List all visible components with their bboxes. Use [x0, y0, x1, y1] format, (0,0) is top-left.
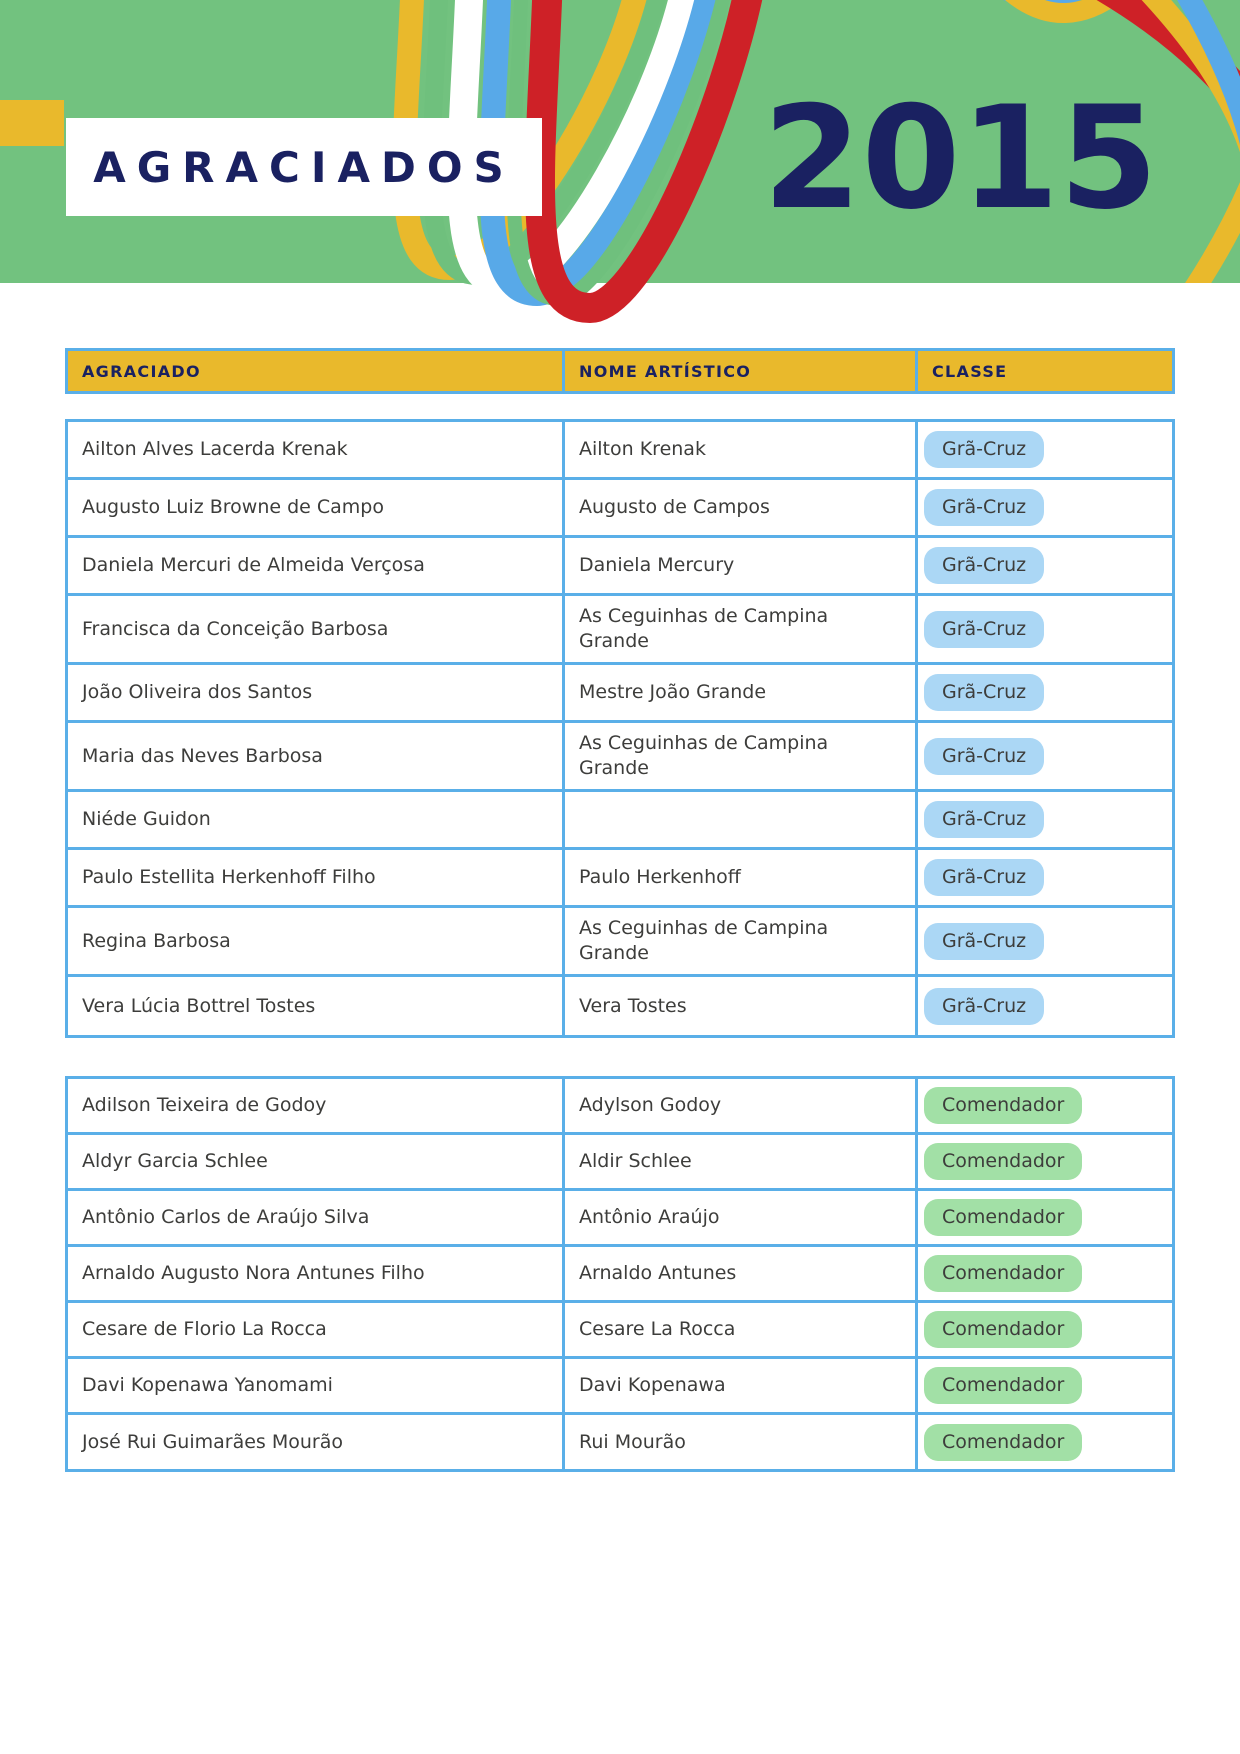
cell-nome-artistico: Vera Tostes	[565, 977, 918, 1035]
cell-nome-artistico: Rui Mourão	[565, 1415, 918, 1469]
cell-classe	[918, 480, 1172, 538]
page-title: AGRACIADOS	[93, 142, 515, 192]
cell-classe	[918, 908, 1172, 977]
class-badge: Comendador	[924, 1424, 1082, 1461]
cell-nome-artistico: Antônio Araújo	[565, 1191, 918, 1247]
cell-classe	[918, 1191, 1172, 1247]
class-badge: Comendador	[924, 1087, 1082, 1124]
gra-cruz-table	[65, 419, 1175, 1038]
cell-classe	[918, 422, 1172, 480]
class-badge: Comendador	[924, 1311, 1082, 1348]
class-badge: Comendador	[924, 1199, 1082, 1236]
title-box	[66, 118, 542, 216]
cell-nome-artistico: Aldir Schlee	[565, 1135, 918, 1191]
cell-classe	[918, 538, 1172, 596]
column-header-classe: CLASSE	[918, 351, 1172, 391]
cell-nome-artistico	[565, 792, 918, 850]
class-badge: Grã-Cruz	[924, 923, 1044, 960]
column-header-row	[65, 348, 1175, 394]
year-label: 2015	[762, 76, 1158, 241]
class-badge: Comendador	[924, 1255, 1082, 1292]
cell-nome-artistico: Ailton Krenak	[565, 422, 918, 480]
cell-agraciado: Niéde Guidon	[68, 792, 565, 850]
comendador-table	[65, 1076, 1175, 1472]
cell-classe	[918, 1359, 1172, 1415]
cell-agraciado: Paulo Estellita Herkenhoff Filho	[68, 850, 565, 908]
cell-nome-artistico: Paulo Herkenhoff	[565, 850, 918, 908]
cell-nome-artistico: Daniela Mercury	[565, 538, 918, 596]
cell-classe	[918, 596, 1172, 665]
yellow-accent-bar	[0, 100, 64, 146]
cell-agraciado: Arnaldo Augusto Nora Antunes Filho	[68, 1247, 565, 1303]
column-header-agraciado: AGRACIADO	[68, 351, 565, 391]
cell-classe	[918, 977, 1172, 1035]
cell-nome-artistico: As Ceguinhas de Campina Grande	[565, 908, 918, 977]
cell-agraciado: Aldyr Garcia Schlee	[68, 1135, 565, 1191]
class-badge: Comendador	[924, 1143, 1082, 1180]
cell-agraciado: Vera Lúcia Bottrel Tostes	[68, 977, 565, 1035]
cell-agraciado: João Oliveira dos Santos	[68, 665, 565, 723]
class-badge: Grã-Cruz	[924, 738, 1044, 775]
cell-nome-artistico: Cesare La Rocca	[565, 1303, 918, 1359]
class-badge: Comendador	[924, 1367, 1082, 1404]
cell-nome-artistico: Arnaldo Antunes	[565, 1247, 918, 1303]
class-badge: Grã-Cruz	[924, 988, 1044, 1025]
cell-agraciado: Daniela Mercuri de Almeida Verçosa	[68, 538, 565, 596]
cell-classe	[918, 1079, 1172, 1135]
cell-classe	[918, 1135, 1172, 1191]
cell-agraciado: Antônio Carlos de Araújo Silva	[68, 1191, 565, 1247]
column-header-nome-artistico: NOME ARTÍSTICO	[565, 351, 918, 391]
content	[0, 348, 1240, 1472]
cell-agraciado: Cesare de Florio La Rocca	[68, 1303, 565, 1359]
class-badge: Grã-Cruz	[924, 489, 1044, 526]
cell-classe	[918, 792, 1172, 850]
class-badge: Grã-Cruz	[924, 547, 1044, 584]
cell-classe	[918, 850, 1172, 908]
cell-nome-artistico: Davi Kopenawa	[565, 1359, 918, 1415]
cell-agraciado: Davi Kopenawa Yanomami	[68, 1359, 565, 1415]
class-badge: Grã-Cruz	[924, 611, 1044, 648]
cell-agraciado: Augusto Luiz Browne de Campo	[68, 480, 565, 538]
cell-nome-artistico: As Ceguinhas de Campina Grande	[565, 596, 918, 665]
cell-nome-artistico: Augusto de Campos	[565, 480, 918, 538]
cell-classe	[918, 1247, 1172, 1303]
cell-agraciado: Adilson Teixeira de Godoy	[68, 1079, 565, 1135]
class-badge: Grã-Cruz	[924, 859, 1044, 896]
cell-agraciado: Francisca da Conceição Barbosa	[68, 596, 565, 665]
class-badge: Grã-Cruz	[924, 801, 1044, 838]
class-badge: Grã-Cruz	[924, 674, 1044, 711]
cell-nome-artistico: Mestre João Grande	[565, 665, 918, 723]
banner	[0, 0, 1240, 283]
cell-agraciado: Regina Barbosa	[68, 908, 565, 977]
cell-classe	[918, 1303, 1172, 1359]
cell-classe	[918, 665, 1172, 723]
cell-agraciado: Maria das Neves Barbosa	[68, 723, 565, 792]
cell-agraciado: Ailton Alves Lacerda Krenak	[68, 422, 565, 480]
cell-classe	[918, 1415, 1172, 1469]
cell-classe	[918, 723, 1172, 792]
class-badge: Grã-Cruz	[924, 431, 1044, 468]
cell-nome-artistico: Adylson Godoy	[565, 1079, 918, 1135]
cell-agraciado: José Rui Guimarães Mourão	[68, 1415, 565, 1469]
cell-nome-artistico: As Ceguinhas de Campina Grande	[565, 723, 918, 792]
